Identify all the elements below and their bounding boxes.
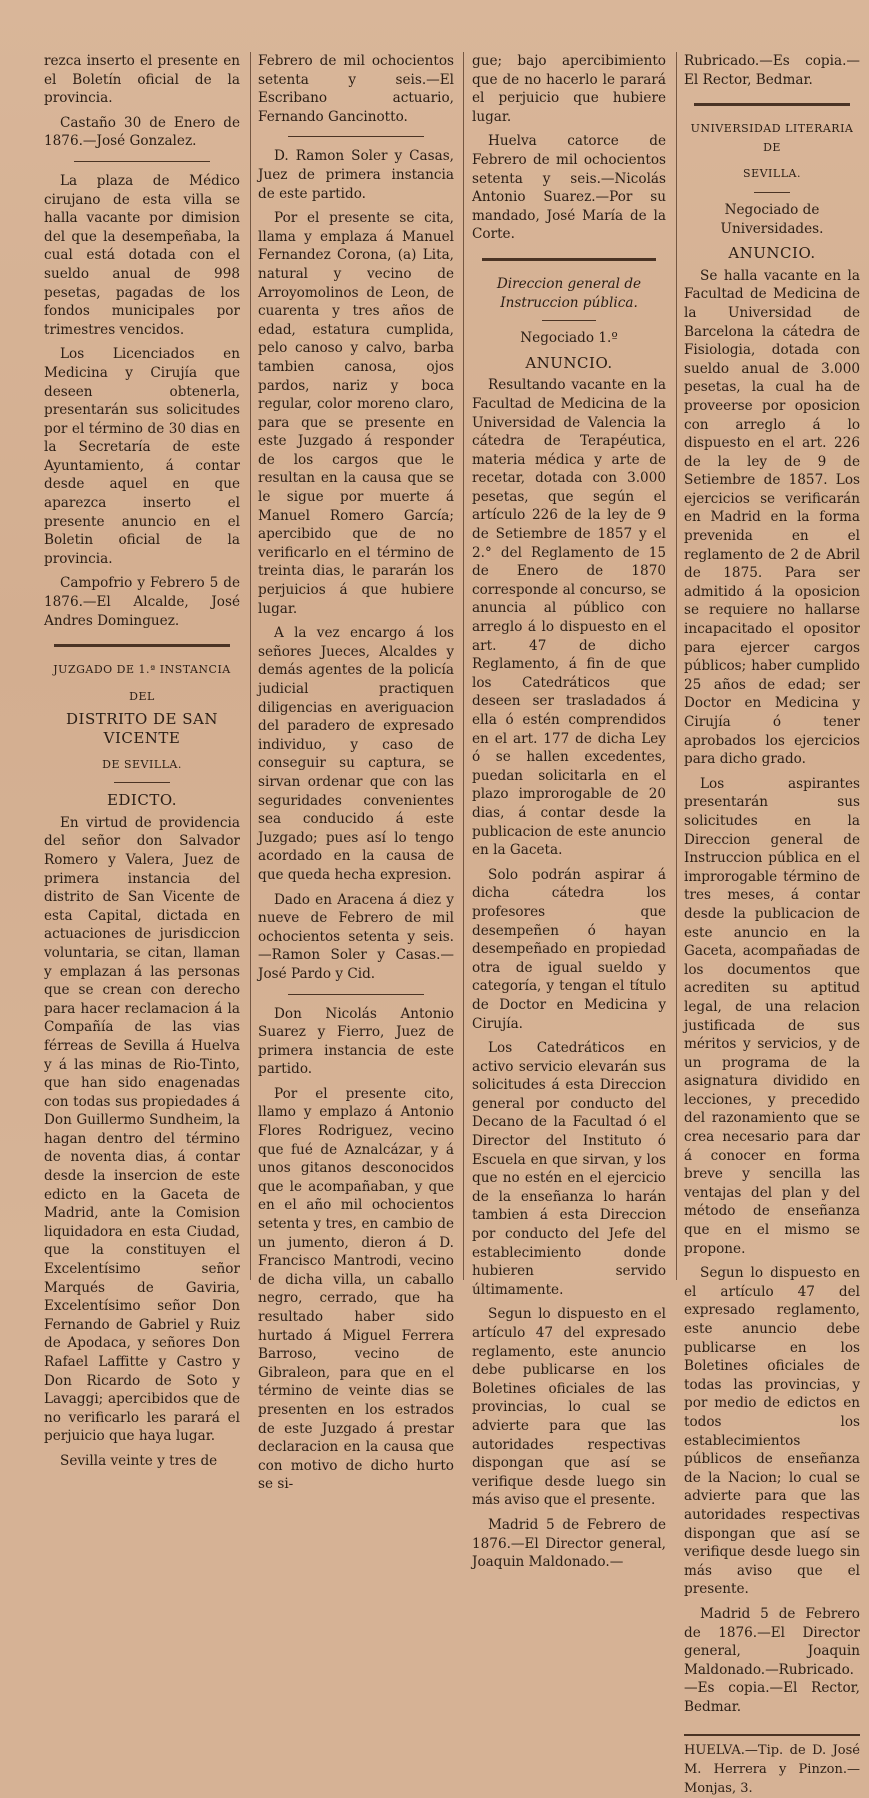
signature-line: Madrid 5 de Febrero de 1876.—El Director general, Joaquin Maldonado.— <box>472 1516 666 1571</box>
text-paragraph: La plaza de Médico cirujano de esta villa se halla vacante por dimision del que la desempeñaba, la cual está dotada con el sueldo anual de 998 pesetas, pagadas de los fondos municipales por trimestres vencidos. <box>44 172 240 338</box>
text-paragraph: Por el presente cito, llamo y emplazo á Antonio Flores Rodriguez, vecino que fué de Aznalcázar, y á unos gitanos desconocidos que le acompañaban, y que en el año mil ochocientos setenta y tres, en cambio de un jumento, dieron á D. Francisco Mantrodi, vecino de dicha villa, un caballo negro, cerrado, que ha resultado haber sido hurtado á Miguel Ferrera Barroso, vecino de Gibraleon, para que en el término de veinte dias se presenten en los estrados de este Juzgado á prestar declaracion en la causa que con motivo de dicho hurto se si- <box>258 1085 454 1493</box>
text-paragraph: gue; bajo apercibimiento que de no hacerlo le parará el perjuicio que hubiere lugar. <box>472 53 666 125</box>
divider <box>54 644 230 647</box>
signature-line: Huelva catorce de Febrero de mil ochocientos setenta y seis.—Nicolás Antonio Suarez.—Por su mandado, José María de la Corte. <box>472 133 666 243</box>
text-paragraph: Se halla vacante en la Facultad de Medicina de la Universidad de Barcelona la cátedra de Fisiologia, dotada con sueldo anual de 3.000 pesetas, la cual ha de proveerse por oposicion con arreglo á lo dispuesto en el art. 226 de la ley de 9 de Setiembre de 1857. Los ejercicios se verificarán en Madrid en la forma prevenida en el reglamento de 2 de Abril de 1875. Para ser admitido á la oposicion se requiere no hallarse incapacitado el opositor para ejercer cargos públicos; haber cumplido 25 años de edad; ser Doctor en Medicina y Cirujía ó tener aprobados los ejercicios para dicho grado. <box>684 267 860 768</box>
column-3 <box>472 52 666 1571</box>
section-heading: Direccion general de Instruccion pública. <box>496 275 642 311</box>
text-paragraph: rezca inserto el presente en el Boletín oficial de la provincia. <box>44 53 240 107</box>
column-2 <box>258 52 454 1493</box>
text-paragraph: Don Nicolás Antonio Suarez y Fierro, Juez de primera instancia de este partido. <box>258 1005 454 1078</box>
section-heading: DISTRITO DE SAN VICENTE <box>66 710 218 747</box>
section-subheading: Negociado de Universidades. <box>720 201 824 237</box>
divider <box>114 782 170 783</box>
divider <box>542 320 596 321</box>
text-paragraph: A la vez encargo á los señores Jueces, Alcaldes y demás agentes de la policía judicial practiquen diligencias en averiguacion del paradero de expresado individuo, y caso de conseguir su captura, se sirvan ordenar que con las seguridades convenientes sea conducido á este Juzgado; pues así lo tengo acordado en la causa de que queda hecha expresion. <box>258 625 454 883</box>
signature-line: Dado en Aracena á diez y nueve de Febrero de mil ochocientos setenta y seis.—Ramon Soler y Casas.—José Pardo y Cid. <box>258 891 454 982</box>
notice-title: EDICTO. <box>106 791 178 810</box>
text-paragraph: Segun lo dispuesto en el artículo 47 del expresado reglamento, este anuncio debe publicarse en los Boletines oficiales de todas las provincias, y por medio de edictos en todos los establecimientos públicos de enseñanza de la Nacion; lo cual se advierte para que las autoridades respectivas dispongan que así se verifique desde luego sin más aviso que el presente. <box>684 1265 860 1598</box>
divider <box>288 994 424 995</box>
divider <box>74 161 210 162</box>
section-heading: JUZGADO DE 1.ª INSTANCIA <box>53 663 231 677</box>
section-heading: UNIVERSIDAD LITERARIA DE <box>690 122 854 154</box>
text-paragraph: Segun lo dispuesto en el artículo 47 del expresado reglamento, este anuncio debe publicarse en los Boletines oficiales de las provincias, lo cual se advierte para que las autoridades respectivas dispongan que así se verifique desde luego sin más aviso que el presente. <box>472 1306 666 1509</box>
text-paragraph: Los Catedráticos en activo servicio elevarán sus solicitudes á esta Direccion general por conducto del Decano de la Facultad ó el Director del Instituto ó Escuela en que sirvan, y los que no estén en el ejercicio de la enseñanza lo harán tambien á esta Direccion por conducto del Jefe del establecimiento donde hubieren servido últimamente. <box>472 1040 666 1298</box>
signature-line: Madrid 5 de Febrero de 1876.—El Director general, Joaquin Maldonado.—Rubricado.—Es copia.—El Rector, Bedmar. <box>684 1605 860 1715</box>
notice-title: ANUNCIO. <box>728 244 816 263</box>
column-4 <box>684 52 860 1796</box>
divider <box>694 103 850 106</box>
text-paragraph: D. Ramon Soler y Casas, Juez de primera instancia de este partido. <box>258 148 454 202</box>
column-1 <box>44 52 240 1469</box>
signature-line: Campofrio y Febrero 5 de 1876.—El Alcalde, José Andres Dominguez. <box>44 575 240 629</box>
section-heading: SEVILLA. <box>743 167 801 181</box>
signature-line: Castaño 30 de Enero de 1876.—José Gonzalez. <box>44 114 240 150</box>
text-paragraph: Los Licenciados en Medicina y Cirujía que deseen obtenerla, presentarán sus solicitudes por el término de 30 dias en la Secretaría de este Ayuntamiento, á contar desde aquel en que aparezca inserto el presente anuncio en el Boletin oficial de la provincia. <box>44 346 240 567</box>
divider <box>482 258 656 261</box>
signature-line: Rubricado.—Es copia.—El Rector, Bedmar. <box>684 53 860 88</box>
text-paragraph: Febrero de mil ochocientos setenta y seis.—El Escribano actuario, Fernando Gancinotto. <box>258 53 454 125</box>
text-paragraph: Resultando vacante en la Facultad de Medicina de la Universidad de Valencia la cátedra de Terapéutica, materia médica y arte de recetar, dotada con 3.000 pesetas, que según el artículo 226 de la ley de 9 de Setiembre de 1857 y el 2.° del Reglamento de 15 de Enero de 1870 corresponde al concurso, se anuncia al público con arreglo á lo dispuesto en el art. 47 de dicho Reglamento, á fin de que los Catedráticos que deseen ser trasladados á ella ó estén comprendidos en el art. 177 de dicha Ley ó se hallen excedentes, puedan solicitarla en el plazo improrogable de 20 dias, á contar desde la publicacion de este anuncio en la Gaceta. <box>472 377 666 859</box>
text-paragraph: Por el presente se cita, llama y emplaza á Manuel Fernandez Corona, (a) Lita, natural y vecino de Arroyomolinos de Leon, de cuarenta y tres años de edad, estatura cumplida, pelo canoso y calvo, barba tambien canosa, ojos pardos, nariz y boca regular, color moreno claro, para que se presente en este Juzgado á responder de los cargos que le resultan en la causa que se le sigue por muerte á Manuel Romero García; apercibido que de no verificarlo en el término de treinta dias, le pararán los perjuicios á que hubiere lugar. <box>258 210 454 617</box>
section-heading: DE SEVILLA. <box>102 757 182 771</box>
text-paragraph: Sevilla veinte y tres de <box>60 1452 218 1469</box>
printer-footer: HUELVA.—Tip. de D. José M. Herrera y Pinzon.—Monjas, 3. <box>684 1734 860 1798</box>
column-rule <box>676 52 677 1280</box>
section-subheading: Negociado 1.º <box>520 330 618 347</box>
divider <box>754 192 790 193</box>
text-paragraph: Solo podrán aspirar á dicha cátedra los profesores que desempeñen ó hayan desempeñado en propiedad otra de igual sueldo y categoría, y tengan el título de Doctor en Medicina y Cirujía. <box>472 866 666 1032</box>
column-rule <box>463 52 464 1280</box>
text-paragraph: Los aspirantes presentarán sus solicitudes en la Direccion general de Instruccion pública en el improrogable término de tres meses, á contar desde la publicacion de este anuncio en la Gaceta, acompañadas de los documentos que acrediten su aptitud legal, de una relacion justificada de sus méritos y servicios, y de un programa de la asignatura dividido en lecciones, y precedido del razonamiento que se crea necesario para dar á conocer en forma breve y sencilla las ventajas del plan y del método de enseñanza que en el mismo se propone. <box>684 775 860 1257</box>
text-paragraph: En virtud de providencia del señor don Salvador Romero y Valera, Juez de primera instancia del distrito de San Vicente de esta Capital, dictada en actuaciones de jurisdiccion voluntaria, se citan, llaman y emplazan á las personas que se crean con derecho para hacer reclamacion á la Compañía de las vias férreas de Sevilla á Huelva y á las minas de Rio-Tinto, que han sido enagenadas con todas sus propiedades á Don Guillermo Sundheim, la hagan dentro del término de noventa dias, á contar desde la insercion de este edicto en la Gaceta de Madrid, ante la Comision liquidadora en esta Ciudad, que la constituyen el Excelentísimo señor Marqués de Gaviria, Excelentísimo señor Don Fernando de Gabriel y Ruiz de Apodaca, y señores Don Rafael Laffitte y Castro y Don Ricardo de Soto y Lavaggi; apercibidos que de no verificarlo les parará el perjuicio que haya lugar. <box>44 814 240 1445</box>
divider <box>288 136 424 137</box>
section-heading: DEL <box>129 689 155 703</box>
column-rule <box>250 52 251 1280</box>
notice-title: ANUNCIO. <box>525 353 613 372</box>
